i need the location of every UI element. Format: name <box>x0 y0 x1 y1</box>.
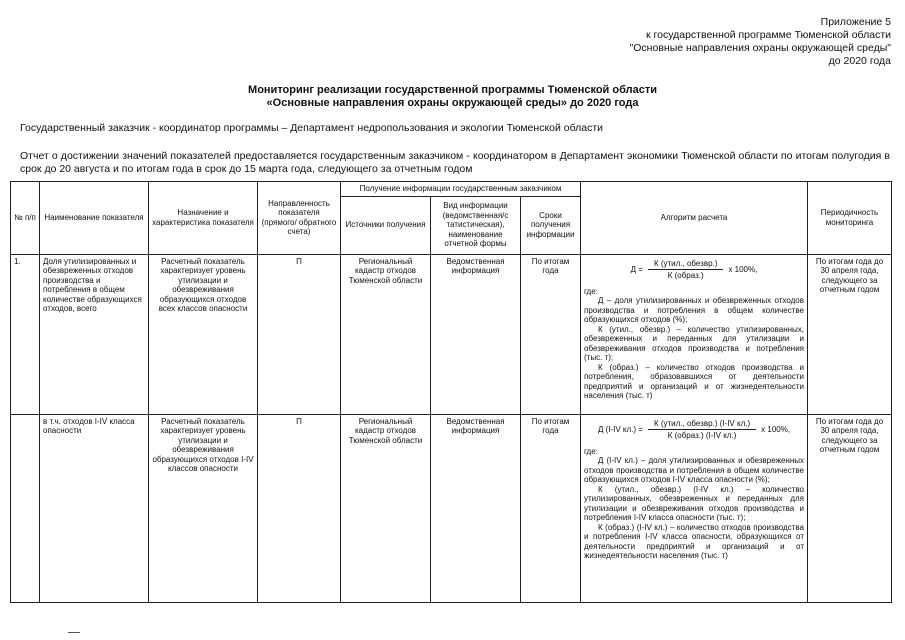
row-info-type: Ведомственная информация <box>431 414 521 602</box>
row-purpose: Расчетный показатель характеризует уровень утилизации и обезвреживания образующихся отходов I-IV классов опасности <box>149 414 258 602</box>
monitoring-table <box>10 181 892 603</box>
explanation-item: Д – доля утилизированных и обезвреженных отходов производства и потребления в общем количестве образующихся отходов (%); <box>584 296 804 324</box>
title-line: Мониторинг реализации государственной программы Тюменской области <box>248 84 657 96</box>
formula-lhs: Д (I-IV кл.) = <box>597 424 643 434</box>
formula-fraction <box>648 259 723 281</box>
table-row <box>11 414 892 602</box>
row-deadlines: По итогам года <box>521 414 581 602</box>
row-periodicity: По итогам года до 30 апреля года, следующего за отчетным годом <box>808 414 892 602</box>
row-direction: П <box>258 254 341 414</box>
header-info-type: Вид информации (ведомственная/с татистическая), наименование отчетной формы <box>431 196 521 254</box>
document-title <box>0 84 905 110</box>
formula-lhs: Д = <box>630 264 643 274</box>
appendix-line: до 2020 года <box>828 55 891 67</box>
row-name: Доля утилизированных и обезвреженных отходов производства и потребления в общем количестве образующихся отходов, всего <box>40 254 149 414</box>
where-label: где: <box>584 446 598 456</box>
formula <box>584 259 804 281</box>
row-purpose: Расчетный показатель характеризует уровень утилизации и обезвреживания образующихся отходов всех классов опасности <box>149 254 258 414</box>
header-name: Наименование показателя <box>40 182 149 255</box>
header-purpose: Назначение и характеристика показателя <box>149 182 258 255</box>
row-name: в т.ч. отходов I-IV класса опасности <box>40 414 149 602</box>
report-paragraph: Отчет о достижении значений показателей предоставляется государственным заказчиком - координатором в Департамент экономики Тюменской области по итогам полугодия в срок до 20 августа и по итогам года в срок до 15 марта года, следующего за отчетным годом <box>20 150 890 175</box>
row-deadlines: По итогам года <box>521 254 581 414</box>
appendix-line: Приложение 5 <box>820 16 891 28</box>
header-info-group: Получение информации государственным заказчиком <box>341 182 581 197</box>
bottom-dash <box>68 632 80 633</box>
row-num <box>11 414 40 602</box>
formula <box>584 419 804 441</box>
row-algorithm <box>581 414 808 602</box>
explanation-item: Д (I-IV кл.) – доля утилизированных и обезвреженных отходов производства и потребления в общем количестве образующихся отходов I-IV класса опасности (%); <box>584 456 804 484</box>
appendix-line: к государственной программе Тюменской области <box>646 29 891 41</box>
header-deadlines: Сроки получения информации <box>521 196 581 254</box>
header-num: № п/п <box>11 182 40 255</box>
appendix-block <box>630 16 891 68</box>
explanation-item: К (образ.) – количество отходов производства и потребления, образовавшихся от деятельности предприятий и организаций и от жизнедеятельности населения (тыс. т) <box>584 362 804 400</box>
row-direction: П <box>258 414 341 602</box>
row-num: 1. <box>11 254 40 414</box>
explanation-item: К (образ.) (I-IV кл.) – количество отходов производства и потребления I-IV класса опасности, образующихся от деятельности предприятий и организаций и от жизнедеятельности населения (тыс. т) <box>584 522 804 560</box>
row-sources: Региональный кадастр отходов Тюменской области <box>341 254 431 414</box>
row-sources: Региональный кадастр отходов Тюменской области <box>341 414 431 602</box>
formula-denominator: К (образ.) <box>667 271 704 280</box>
row-algorithm <box>581 254 808 414</box>
header-direction: Направленность показателя (прямого/ обратного счета) <box>258 182 341 255</box>
row-info-type: Ведомственная информация <box>431 254 521 414</box>
row-periodicity: По итогам года до 30 апреля года, следующего за отчетным годом <box>808 254 892 414</box>
title-line: «Основные направления охраны окружающей среды» до 2020 года <box>266 97 639 109</box>
explanation-item: К (утил., обезвр.) (I-IV кл.) – количество утилизированных, обезвреженных и переданных для утилизации и обезвреживания отходов производства и потребления I-IV класса опасности (тыс. т); <box>584 484 804 522</box>
formula-numerator: К (утил., обезвр.) <box>648 259 723 271</box>
formula-rhs: x 100%, <box>761 424 791 434</box>
formula-denominator: К (образ.) (I-IV кл.) <box>667 431 737 440</box>
formula-numerator: К (утил., обезвр.) (I-IV кл.) <box>648 419 756 431</box>
state-customer-line: Государственный заказчик - координатор программы – Департамент недропользования и экологии Тюменской области <box>20 122 604 134</box>
explanation-item: К (утил., обезвр.) – количество утилизированных, обезвреженных и переданных для утилизации и обезвреживания отходов производства и потребления (тыс. т); <box>584 324 804 362</box>
formula-rhs: x 100%, <box>728 264 758 274</box>
header-sources: Источники получения <box>341 196 431 254</box>
table-row <box>11 254 892 414</box>
where-label: где: <box>584 286 598 296</box>
appendix-line: "Основные направления охраны окружающей среды" <box>629 42 891 54</box>
header-algorithm: Алгоритм расчета <box>581 182 808 255</box>
formula-fraction <box>648 419 756 441</box>
header-periodicity: Периодичность мониторинга <box>808 182 892 255</box>
